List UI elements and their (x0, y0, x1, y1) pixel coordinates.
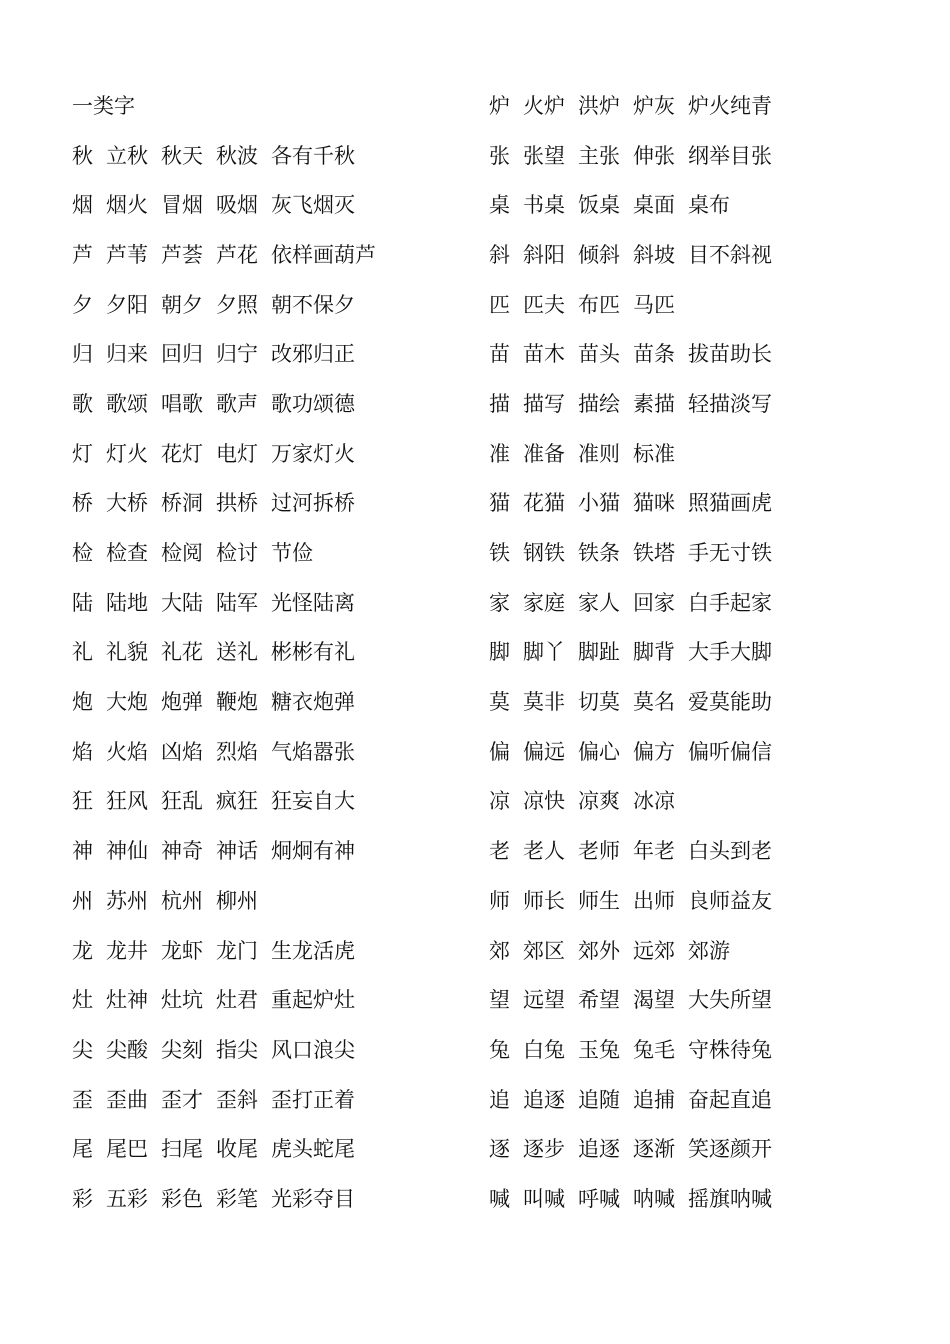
word: 斜阳 (523, 242, 565, 267)
word: 铁 (489, 541, 510, 566)
word: 凶焰 (161, 739, 203, 764)
word-row (489, 428, 919, 478)
word: 桥 (72, 491, 93, 516)
word: 拱桥 (216, 491, 258, 516)
word-row (489, 328, 919, 378)
word: 礼 (72, 640, 93, 665)
word: 歌功颂德 (271, 391, 355, 416)
word: 匹 (489, 292, 510, 317)
word: 大炮 (106, 690, 148, 715)
word: 气焰嚣张 (271, 739, 355, 764)
word: 偏方 (633, 739, 675, 764)
word: 郊 (489, 938, 510, 963)
word: 兔毛 (633, 1037, 675, 1062)
word: 张望 (523, 143, 565, 168)
word-row (72, 328, 472, 378)
word: 纲举目张 (688, 143, 772, 168)
word-row (72, 875, 472, 925)
word: 希望 (578, 988, 620, 1013)
word: 扫尾 (161, 1137, 203, 1162)
word: 火焰 (106, 739, 148, 764)
word: 光彩夺目 (271, 1186, 355, 1211)
word: 夕照 (216, 292, 258, 317)
word: 歌声 (216, 391, 258, 416)
word: 夕阳 (106, 292, 148, 317)
word-row (489, 825, 919, 875)
word: 伸张 (633, 143, 675, 168)
word: 张 (489, 143, 510, 168)
word-row (72, 726, 472, 776)
word: 炮弹 (161, 690, 203, 715)
word: 逐步 (523, 1137, 565, 1162)
word: 老师 (578, 839, 620, 864)
word: 兔 (489, 1037, 510, 1062)
word: 龙门 (216, 938, 258, 963)
word: 冒烟 (161, 193, 203, 218)
word: 灯 (72, 441, 93, 466)
word-row (72, 577, 472, 627)
word: 芦苇 (106, 242, 148, 267)
word: 歪曲 (106, 1087, 148, 1112)
word: 歌 (72, 391, 93, 416)
word: 彬彬有礼 (271, 640, 355, 665)
word: 虎头蛇尾 (271, 1137, 355, 1162)
word: 切莫 (578, 690, 620, 715)
word-row (489, 478, 919, 528)
word: 归来 (106, 342, 148, 367)
word: 老人 (523, 839, 565, 864)
word: 照猫画虎 (688, 491, 772, 516)
word: 吸烟 (216, 193, 258, 218)
word-row (72, 478, 472, 528)
word: 灰飞烟灭 (271, 193, 355, 218)
word: 追逐 (523, 1087, 565, 1112)
word-row (72, 130, 472, 180)
word: 桌面 (633, 193, 675, 218)
word: 彩 (72, 1186, 93, 1211)
word: 陆 (72, 590, 93, 615)
word: 生龙活虎 (271, 938, 355, 963)
word: 斜 (489, 242, 510, 267)
word: 龙虾 (161, 938, 203, 963)
word: 重起炉灶 (271, 988, 355, 1013)
word: 逐 (489, 1137, 510, 1162)
word: 偏 (489, 739, 510, 764)
word-row (489, 875, 919, 925)
word-row (72, 825, 472, 875)
word: 神仙 (106, 839, 148, 864)
word: 灶 (72, 988, 93, 1013)
word: 尾 (72, 1137, 93, 1162)
word: 桌布 (688, 193, 730, 218)
word: 芦花 (216, 242, 258, 267)
word-row (489, 577, 919, 627)
word: 灶坑 (161, 988, 203, 1013)
word: 灯火 (106, 441, 148, 466)
word: 芦 (72, 242, 93, 267)
word: 倾斜 (578, 242, 620, 267)
word: 主张 (578, 143, 620, 168)
word: 检查 (106, 541, 148, 566)
word: 轻描淡写 (688, 391, 772, 416)
word: 依样画葫芦 (271, 242, 376, 267)
word: 素描 (633, 391, 675, 416)
word: 秋天 (161, 143, 203, 168)
word: 洪炉 (578, 93, 620, 118)
word: 马匹 (633, 292, 675, 317)
word-row (72, 1173, 472, 1223)
word: 回归 (161, 342, 203, 367)
word: 出师 (633, 888, 675, 913)
word: 脚 (489, 640, 510, 665)
left-column (72, 80, 472, 1223)
word: 爱莫能助 (688, 690, 772, 715)
word: 郊外 (578, 938, 620, 963)
word: 炯炯有神 (271, 839, 355, 864)
word-row (489, 726, 919, 776)
word: 匹夫 (523, 292, 565, 317)
word: 尾巴 (106, 1137, 148, 1162)
word: 渴望 (633, 988, 675, 1013)
word-row (72, 279, 472, 329)
word-row (489, 1074, 919, 1124)
word: 收尾 (216, 1137, 258, 1162)
word-row (489, 627, 919, 677)
word-row (489, 279, 919, 329)
word: 花猫 (523, 491, 565, 516)
word: 脚丫 (523, 640, 565, 665)
word: 脚背 (633, 640, 675, 665)
word: 糖衣炮弹 (271, 690, 355, 715)
word: 电灯 (216, 441, 258, 466)
word: 铁条 (578, 541, 620, 566)
word: 目不斜视 (688, 242, 772, 267)
word: 苗头 (578, 342, 620, 367)
word: 万家灯火 (271, 441, 355, 466)
word: 狂风 (106, 789, 148, 814)
word: 礼貌 (106, 640, 148, 665)
word: 秋 (72, 143, 93, 168)
word-row (489, 80, 919, 130)
word: 铁塔 (633, 541, 675, 566)
word: 白手起家 (688, 590, 772, 615)
word-row (72, 776, 472, 826)
word: 神话 (216, 839, 258, 864)
word-row (72, 179, 472, 229)
word: 郊区 (523, 938, 565, 963)
word: 归宁 (216, 342, 258, 367)
word: 送礼 (216, 640, 258, 665)
word: 苗木 (523, 342, 565, 367)
word: 彩色 (161, 1186, 203, 1211)
word: 烟 (72, 193, 93, 218)
word: 尖刻 (161, 1037, 203, 1062)
word: 礼花 (161, 640, 203, 665)
word: 猫 (489, 491, 510, 516)
word: 远望 (523, 988, 565, 1013)
word: 龙 (72, 938, 93, 963)
word: 年老 (633, 839, 675, 864)
word: 偏心 (578, 739, 620, 764)
word: 过河拆桥 (271, 491, 355, 516)
heading-text: 一类字 (72, 93, 135, 118)
word: 歪才 (161, 1087, 203, 1112)
word: 歪 (72, 1087, 93, 1112)
word: 秋波 (216, 143, 258, 168)
word: 烈焰 (216, 739, 258, 764)
word: 苗条 (633, 342, 675, 367)
word-row (72, 925, 472, 975)
word: 灶神 (106, 988, 148, 1013)
word: 炉 (489, 93, 510, 118)
word: 凉爽 (578, 789, 620, 814)
word: 检 (72, 541, 93, 566)
section-heading (72, 80, 472, 130)
word: 奋起直追 (688, 1087, 772, 1112)
word: 准则 (578, 441, 620, 466)
word: 布匹 (578, 292, 620, 317)
word: 神 (72, 839, 93, 864)
word-row (489, 179, 919, 229)
word: 立秋 (106, 143, 148, 168)
word: 狂妄自大 (271, 789, 355, 814)
word-row (489, 676, 919, 726)
word: 准备 (523, 441, 565, 466)
word: 描 (489, 391, 510, 416)
word: 偏远 (523, 739, 565, 764)
word: 良师益友 (688, 888, 772, 913)
word: 追随 (578, 1087, 620, 1112)
word: 陆地 (106, 590, 148, 615)
word: 逐渐 (633, 1137, 675, 1162)
word: 柳州 (216, 888, 258, 913)
word-row (489, 130, 919, 180)
word: 师 (489, 888, 510, 913)
word: 师长 (523, 888, 565, 913)
word: 呼喊 (578, 1186, 620, 1211)
word: 莫非 (523, 690, 565, 715)
word: 标准 (633, 441, 675, 466)
word: 望 (489, 988, 510, 1013)
word-row (72, 974, 472, 1024)
word: 书桌 (523, 193, 565, 218)
word-row (489, 776, 919, 826)
word: 莫名 (633, 690, 675, 715)
word: 桥洞 (161, 491, 203, 516)
word: 龙井 (106, 938, 148, 963)
word: 大手大脚 (688, 640, 772, 665)
word: 灶君 (216, 988, 258, 1013)
word: 火炉 (523, 93, 565, 118)
word: 尖 (72, 1037, 93, 1062)
word: 手无寸铁 (688, 541, 772, 566)
word: 描写 (523, 391, 565, 416)
word: 远郊 (633, 938, 675, 963)
word: 歪打正着 (271, 1087, 355, 1112)
word: 师生 (578, 888, 620, 913)
word-row (489, 229, 919, 279)
word: 狂 (72, 789, 93, 814)
word: 饭桌 (578, 193, 620, 218)
word-row (72, 1074, 472, 1124)
word: 鞭炮 (216, 690, 258, 715)
word-row (489, 378, 919, 428)
word: 花灯 (161, 441, 203, 466)
word: 摇旗呐喊 (688, 1186, 772, 1211)
word: 夕 (72, 292, 93, 317)
word: 凉快 (523, 789, 565, 814)
word-row (72, 1123, 472, 1173)
word: 追 (489, 1087, 510, 1112)
word: 彩笔 (216, 1186, 258, 1211)
word: 守株待兔 (688, 1037, 772, 1062)
word-row (72, 1024, 472, 1074)
word-row (72, 428, 472, 478)
word: 杭州 (161, 888, 203, 913)
word-row (489, 925, 919, 975)
word: 笑逐颜开 (688, 1137, 772, 1162)
word: 炉灰 (633, 93, 675, 118)
word: 准 (489, 441, 510, 466)
right-column (489, 80, 919, 1223)
word: 喊 (489, 1186, 510, 1211)
word-row (489, 527, 919, 577)
word: 大失所望 (688, 988, 772, 1013)
word: 改邪归正 (271, 342, 355, 367)
word: 朝夕 (161, 292, 203, 317)
word: 州 (72, 888, 93, 913)
word-row (72, 676, 472, 726)
word: 各有千秋 (271, 143, 355, 168)
word: 家庭 (523, 590, 565, 615)
word: 唱歌 (161, 391, 203, 416)
word: 老 (489, 839, 510, 864)
word: 钢铁 (523, 541, 565, 566)
word: 家人 (578, 590, 620, 615)
word: 冰凉 (633, 789, 675, 814)
word: 脚趾 (578, 640, 620, 665)
word: 检讨 (216, 541, 258, 566)
word: 呐喊 (633, 1186, 675, 1211)
word: 节俭 (271, 541, 313, 566)
word: 小猫 (578, 491, 620, 516)
word: 朝不保夕 (271, 292, 355, 317)
word-row (489, 1123, 919, 1173)
word: 白头到老 (688, 839, 772, 864)
word-row (489, 1173, 919, 1223)
word-row (72, 378, 472, 428)
word: 五彩 (106, 1186, 148, 1211)
word: 白兔 (523, 1037, 565, 1062)
word: 猫咪 (633, 491, 675, 516)
word: 神奇 (161, 839, 203, 864)
word: 检阅 (161, 541, 203, 566)
word: 桌 (489, 193, 510, 218)
word-row (72, 627, 472, 677)
word: 凉 (489, 789, 510, 814)
word: 追逐 (578, 1137, 620, 1162)
word: 苗 (489, 342, 510, 367)
word: 陆军 (216, 590, 258, 615)
word: 偏听偏信 (688, 739, 772, 764)
word: 光怪陆离 (271, 590, 355, 615)
word: 莫 (489, 690, 510, 715)
word: 叫喊 (523, 1186, 565, 1211)
word: 芦荟 (161, 242, 203, 267)
word-row (72, 229, 472, 279)
word-row (489, 974, 919, 1024)
word-row (72, 527, 472, 577)
word: 归 (72, 342, 93, 367)
word: 炉火纯青 (688, 93, 772, 118)
word: 烟火 (106, 193, 148, 218)
word: 描绘 (578, 391, 620, 416)
word: 苏州 (106, 888, 148, 913)
word: 大陆 (161, 590, 203, 615)
word: 回家 (633, 590, 675, 615)
word: 疯狂 (216, 789, 258, 814)
word: 尖酸 (106, 1037, 148, 1062)
word-row (489, 1024, 919, 1074)
word: 玉兔 (578, 1037, 620, 1062)
word: 追捕 (633, 1087, 675, 1112)
word: 郊游 (688, 938, 730, 963)
word: 斜坡 (633, 242, 675, 267)
word: 拔苗助长 (688, 342, 772, 367)
word: 狂乱 (161, 789, 203, 814)
word: 歌颂 (106, 391, 148, 416)
word: 歪斜 (216, 1087, 258, 1112)
word: 炮 (72, 690, 93, 715)
word: 焰 (72, 739, 93, 764)
word: 风口浪尖 (271, 1037, 355, 1062)
word: 指尖 (216, 1037, 258, 1062)
word: 大桥 (106, 491, 148, 516)
word: 家 (489, 590, 510, 615)
